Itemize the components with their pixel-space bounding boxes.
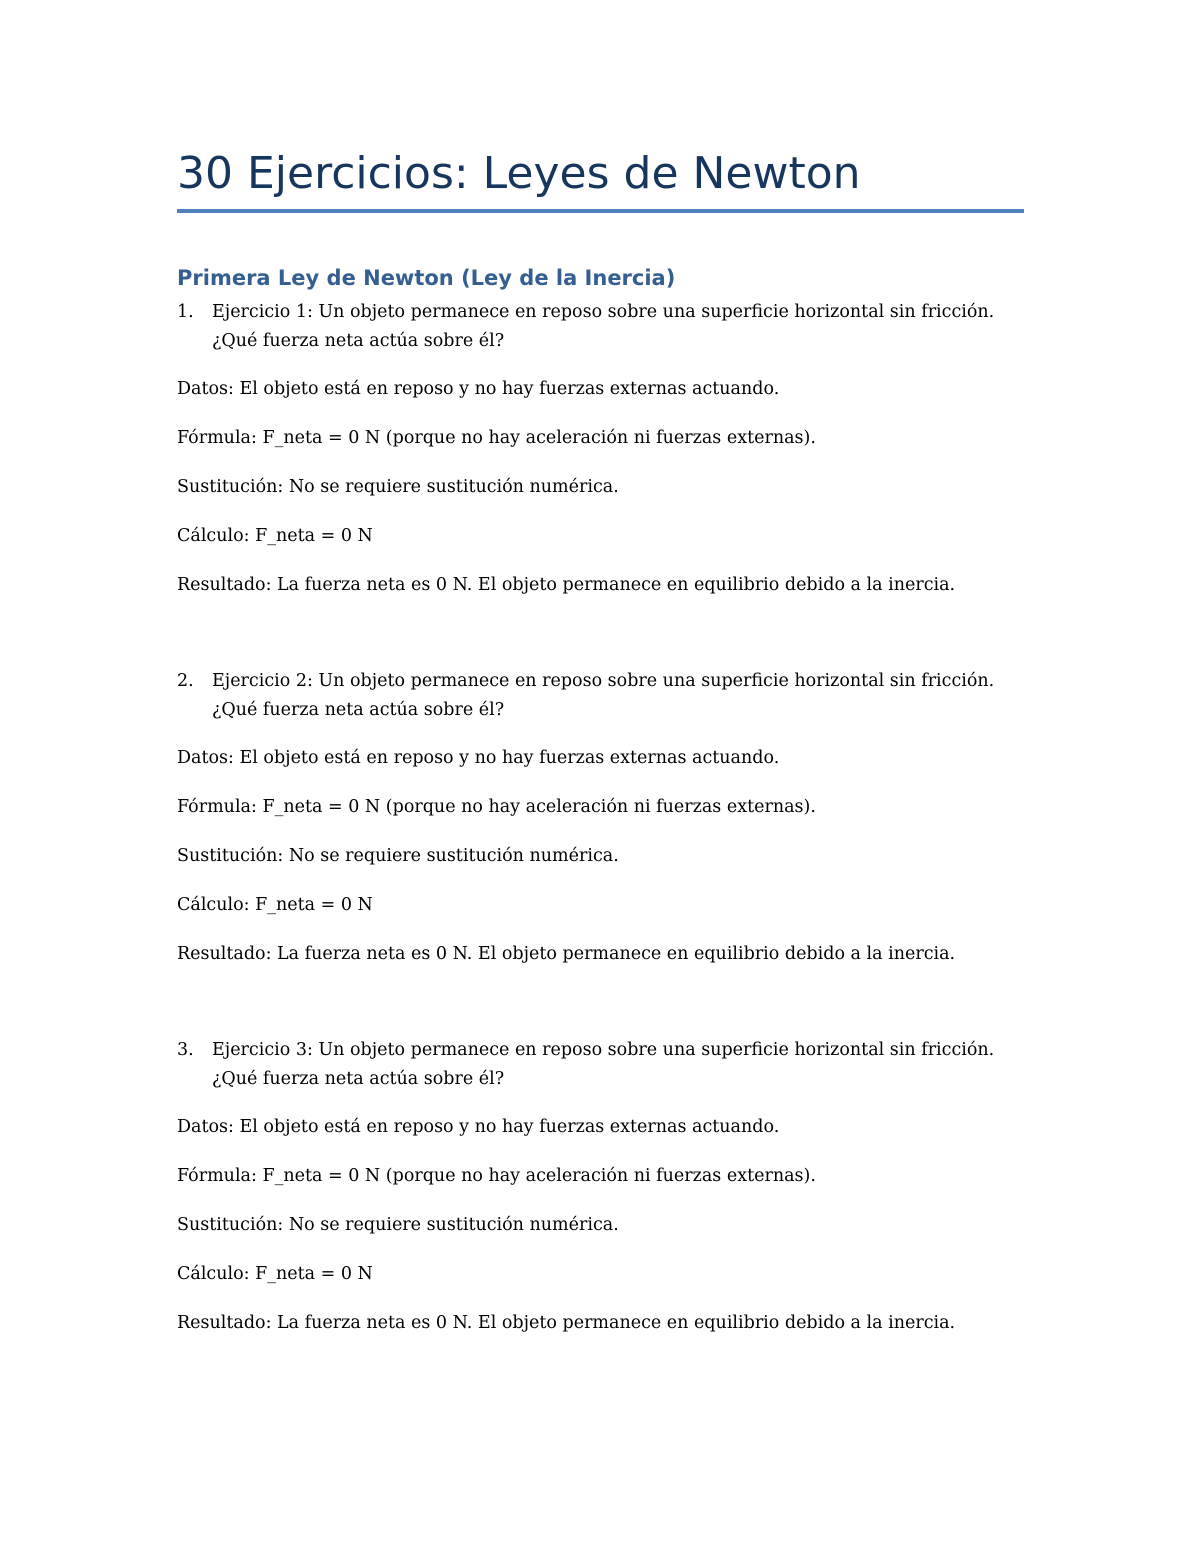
exercise-resultado: Resultado: La fuerza neta es 0 N. El objeto permanece en equilibrio debido a la inercia. — [177, 1313, 956, 1333]
exercise-datos: Datos: El objeto está en reposo y no hay fuerzas externas actuando. — [177, 748, 780, 768]
exercise-sustitucion: Sustitución: No se requiere sustitución numérica. — [177, 846, 619, 866]
title-underline-rule — [177, 209, 1024, 213]
exercise-formula: Fórmula: F_neta = 0 N (porque no hay aceleración ni fuerzas externas). — [177, 1166, 816, 1186]
exercise-formula: Fórmula: F_neta = 0 N (porque no hay aceleración ni fuerzas externas). — [177, 428, 816, 448]
exercise-question-text: Ejercicio 2: Un objeto permanece en reposo sobre una superficie horizontal sin fricción. ¿Qué fuerza neta actúa sobre él? — [212, 671, 995, 720]
exercise-question — [177, 667, 1024, 725]
exercise-question-text: Ejercicio 1: Un objeto permanece en reposo sobre una superficie horizontal sin fricción. ¿Qué fuerza neta actúa sobre él? — [212, 302, 995, 351]
exercise-number: 2. — [177, 671, 194, 691]
exercise-question-text: Ejercicio 3: Un objeto permanece en reposo sobre una superficie horizontal sin fricción. ¿Qué fuerza neta actúa sobre él? — [212, 1040, 995, 1089]
exercise-question — [177, 1036, 1024, 1094]
exercise-calculo: Cálculo: F_neta = 0 N — [177, 526, 373, 546]
exercise-question — [177, 298, 1024, 356]
exercise-datos: Datos: El objeto está en reposo y no hay fuerzas externas actuando. — [177, 379, 780, 399]
exercise-resultado: Resultado: La fuerza neta es 0 N. El objeto permanece en equilibrio debido a la inercia. — [177, 944, 956, 964]
exercise-calculo: Cálculo: F_neta = 0 N — [177, 1264, 373, 1284]
exercise-calculo: Cálculo: F_neta = 0 N — [177, 895, 373, 915]
exercise-resultado: Resultado: La fuerza neta es 0 N. El objeto permanece en equilibrio debido a la inercia. — [177, 575, 956, 595]
document-title: 30 Ejercicios: Leyes de Newton — [177, 148, 861, 199]
exercise-sustitucion: Sustitución: No se requiere sustitución numérica. — [177, 477, 619, 497]
exercise-number: 1. — [177, 302, 194, 322]
exercise-datos: Datos: El objeto está en reposo y no hay fuerzas externas actuando. — [177, 1117, 780, 1137]
document-page — [177, 0, 1024, 1553]
exercise-formula: Fórmula: F_neta = 0 N (porque no hay aceleración ni fuerzas externas). — [177, 797, 816, 817]
section-heading-primera-ley: Primera Ley de Newton (Ley de la Inercia) — [177, 266, 676, 290]
exercise-number: 3. — [177, 1040, 194, 1060]
exercise-sustitucion: Sustitución: No se requiere sustitución numérica. — [177, 1215, 619, 1235]
